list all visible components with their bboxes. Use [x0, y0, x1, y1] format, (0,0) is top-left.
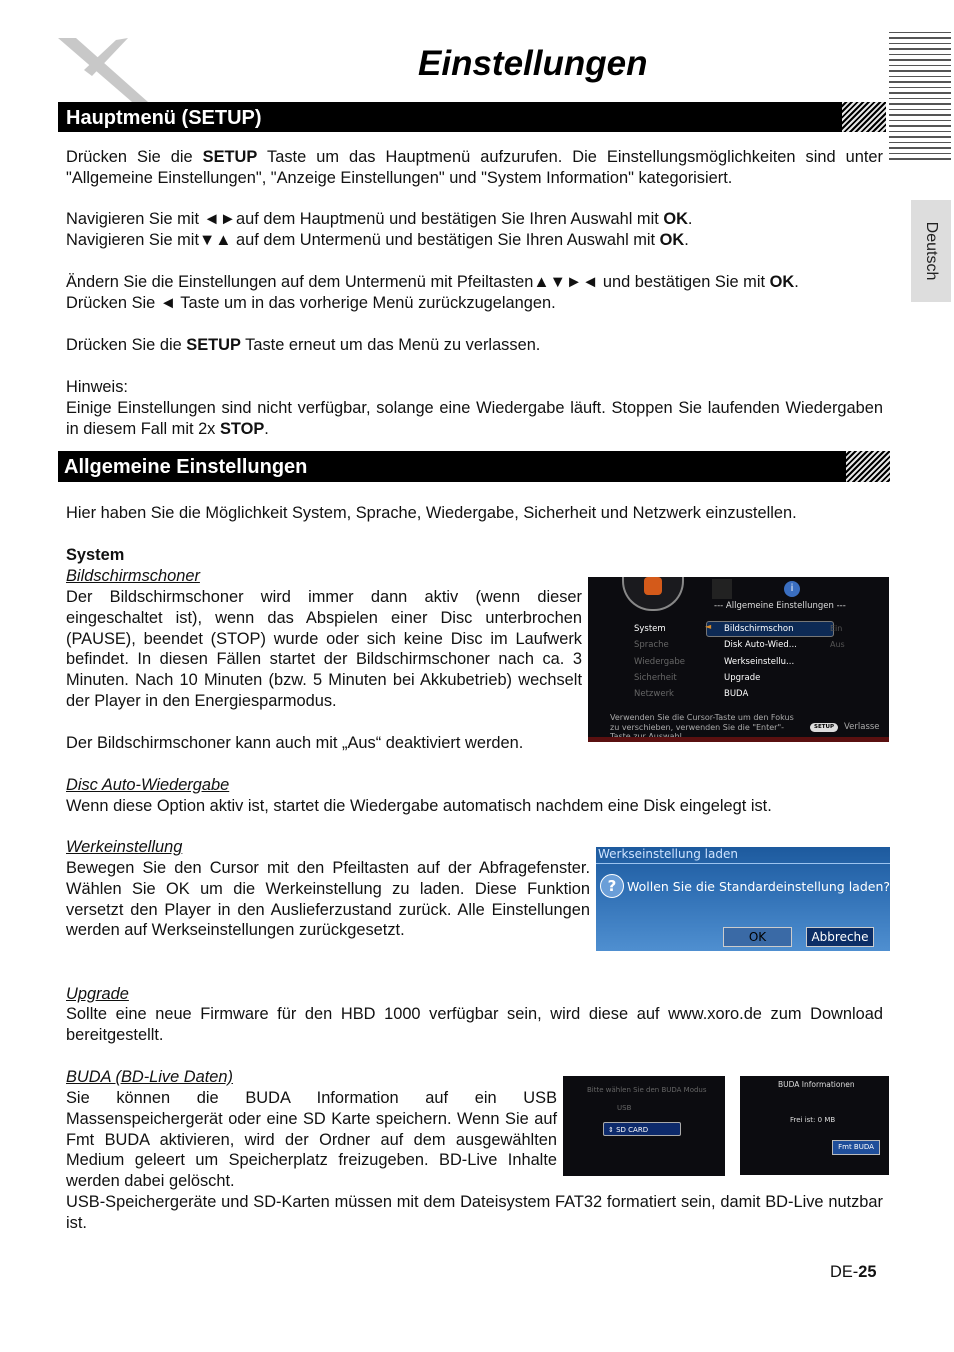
question-icon: ?	[600, 874, 624, 898]
buda-mode-screenshot	[563, 1076, 725, 1176]
menu-left-list	[634, 621, 685, 702]
para-back: Drücken Sie ◄ Taste um in das vorherige Menü zurückzugelangen.	[66, 294, 556, 312]
ok-button[interactable]: OK	[723, 927, 792, 947]
note-text: Einige Einstellungen sind nicht verfügbar, solange eine Wiedergabe läuft. Stoppen Sie laufenden Wiedergaben in diesem Fall mit 2x STOP.	[66, 399, 883, 438]
buda-sd-option[interactable]: ⇕ SD CARD	[603, 1122, 681, 1136]
dialog-title: Werkseinstellung laden	[598, 847, 738, 861]
upgrade-text: Sollte eine neue Firmware für den HBD 1000 verfügbar sein, wird diese auf www.xoro.de zum Download bereitgestellt.	[66, 1005, 883, 1044]
fmt-buda-button[interactable]: Fmt BUDA	[832, 1140, 880, 1155]
werk-title: Werkeinstellung	[66, 838, 183, 856]
menu-item[interactable]: Wiedergabe	[634, 656, 686, 667]
menu-exit[interactable]: Verlasse	[844, 722, 880, 732]
menu-item[interactable]: BUDA	[724, 689, 749, 700]
para-exit: Drücken Sie die SETUP Taste erneut um das Menü zu verlassen.	[66, 336, 541, 354]
page-number: DE-25	[830, 1263, 877, 1281]
dialog-question: Wollen Sie die Standardeinstellung laden?	[627, 879, 890, 894]
menu-item[interactable]: Sicherheit	[634, 672, 677, 683]
para-nav1: Navigieren Sie mit ◄►auf dem Hauptmenü und bestätigen Sie Ihren Auswahl mit OK.	[66, 210, 693, 228]
buda-text: Sie können die BUDA Information auf ein USB Massenspeichergerät oder eine SD Karte speichern. Wenn Sie auf Fmt BUDA aktivieren, wird der Ordner auf dem ausgewählten Medium geleert um Speicherplatz freizugeben. BD-Live Inhalte werden dabei gelöscht.	[66, 1089, 557, 1191]
disc-title: Disc Auto-Wiedergabe	[66, 776, 230, 794]
menu-item[interactable]: Netzwerk	[634, 689, 674, 700]
menu-title: --- Allgemeine Einstellungen ---	[714, 601, 846, 611]
page-title: Einstellungen	[418, 44, 648, 83]
buda-title: BUDA (BD-Live Daten)	[66, 1068, 233, 1086]
system-label: System	[66, 546, 125, 564]
upgrade-title: Upgrade	[66, 985, 129, 1003]
para-nav2: Navigieren Sie mit▼▲ auf dem Untermenü und bestätigen Sie Ihren Auswahl mit OK.	[66, 231, 689, 249]
menu-item[interactable]: Werkseinstellu...	[724, 656, 795, 667]
xoro-logo	[54, 36, 154, 106]
buda-usb-option[interactable]: USB	[617, 1104, 632, 1112]
disc-text: Wenn diese Option aktiv ist, startet die Wiedergabe automatisch nachdem eine Disk eingelegt ist.	[66, 797, 772, 815]
language-tab	[911, 200, 951, 302]
info-icon: i	[784, 581, 800, 597]
para-intro: Hier haben Sie die Möglichkeit System, Sprache, Wiedergabe, Sicherheit und Netzwerk einzustellen.	[66, 504, 797, 522]
settings-gear-icon	[622, 577, 684, 611]
menu-mid-list	[724, 621, 797, 702]
setup-button-icon: SETUP	[810, 723, 838, 732]
menu-item[interactable]: Upgrade	[724, 672, 761, 683]
buda-info-screenshot	[740, 1076, 889, 1175]
para-setup: Drücken Sie die SETUP Taste um das Hauptmenü aufzurufen. Die Einstellungsmöglichkeiten sind unter "Allgemeine Einstellungen", "Anzeige Einstellungen" und "System Information" kategorisiert.	[66, 148, 883, 187]
buda-info-title: BUDA Informationen	[778, 1080, 855, 1089]
section-heading-text: Hauptmenü (SETUP)	[66, 107, 262, 129]
menu-hint: Verwenden Sie die Cursor-Taste um den Fokus zu verschieben, verwenden Sie die "Enter"-	[610, 713, 794, 732]
menu-item[interactable]: Bildschirmschon	[724, 624, 794, 634]
menu-item[interactable]: System	[634, 624, 666, 634]
side-decoration	[889, 32, 951, 164]
factory-dialog-screenshot	[596, 847, 890, 951]
menu-screenshot: i --- Allgemeine Einstellungen --- System Sprache Wiedergabe Sicherheit Netzwerk ◄ Bildschirmschon Disk Auto-Wied... Werkseinstellu... Upgrade BUDA Ein Aus Verwenden Sie die Cursor-Taste um den Fokus zu verschieben, verwenden Sie die "Enter"- SETUP Verlasse	[588, 577, 889, 742]
note-label: Hinweis:	[66, 378, 128, 396]
section-heading-text: Allgemeine Einstellungen	[64, 456, 308, 478]
para-change: Ändern Sie die Einstellungen auf dem Untermenü mit Pfeiltasten▲▼►◄ und bestätigen Sie mit OK.	[66, 273, 799, 291]
menu-right-list: Ein Aus	[830, 624, 845, 650]
menu-item[interactable]: Sprache	[634, 640, 669, 651]
werk-text: Bewegen Sie den Cursor mit den Pfeiltasten auf der Abfragefenster. Wählen Sie OK um die Werkeinstellung zu laden. Diese Funktion versetzt den Player in den Auslieferzustand zurück. Alle Einstellungen werden auf Werkseinstellungen zurückgesetzt.	[66, 859, 590, 940]
cancel-button[interactable]: Abbreche	[806, 927, 874, 947]
bs-off: Der Bildschirmschoner kann auch mit „Aus“ deaktiviert werden.	[66, 734, 524, 752]
buda-free: Frei ist: 0 MB	[790, 1116, 836, 1124]
section-heading-setup	[58, 102, 886, 132]
language-label: Deutsch	[923, 221, 940, 281]
bs-title: Bildschirmschoner	[66, 567, 200, 585]
fat-text: USB-Speichergeräte und SD-Karten müssen mit dem Dateisystem FAT32 formatiert sein, damit BD-Live nutzbar ist.	[66, 1193, 883, 1232]
menu-item[interactable]: Disk Auto-Wied...	[724, 640, 797, 651]
bs-text: Der Bildschirmschoner wird immer dann aktiv (wenn dieser eingeschaltet ist), wenn das Abspielen einer Disc unterbrochen (PAUSE), beendet (STOP) wurde oder sich keine Disc im Laufwerk befindet. In diesen Fällen startet der Bildschirmschoner nach ca. 3 Minuten. Nach 10 Minuten (bzw. 5 Minuten bei Akkubetrieb) wechselt der Player in den Energiesparmodus.	[66, 588, 582, 710]
buda-mode-title: Bitte wählen Sie den BUDA Modus	[587, 1086, 707, 1094]
section-heading-general	[58, 451, 890, 482]
